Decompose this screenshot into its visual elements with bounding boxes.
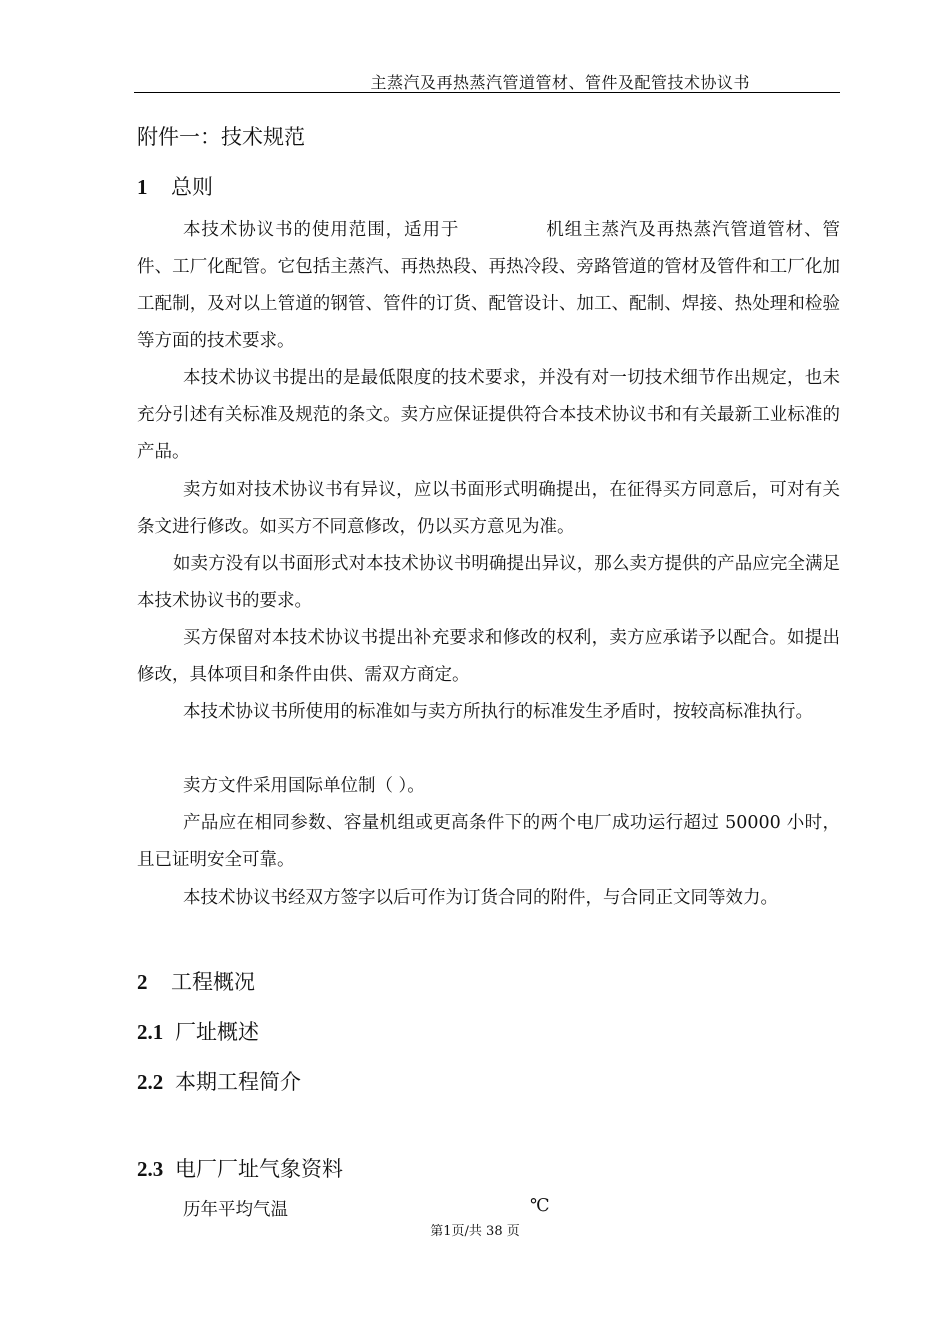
- section-number: 2.1: [137, 1020, 164, 1044]
- paragraph-validity: 本技术协议书经双方签字以后可作为订货合同的附件，与合同正文同等效力。: [183, 888, 778, 908]
- section-1-heading: [137, 171, 213, 201]
- section-2-2-heading: [137, 1066, 301, 1096]
- paragraph-objection: 卖方如对技术协议书有异议，应以书面形式明确提出，在征得买方同意后，可对有关条文进行修改。如买方不同意修改，仍以买方意见为准。: [137, 480, 840, 537]
- section-title: 厂址概述: [175, 1020, 259, 1044]
- paragraph-buyer-rights: 买方保留对本技术协议书提出补充要求和修改的权利，卖方应承诺予以配合。如提出修改，具体项目和条件由供、需双方商定。: [137, 628, 840, 685]
- climate-row: [183, 1196, 550, 1221]
- paragraph-standards: 本技术协议书所使用的标准如与卖方所执行的标准发生矛盾时，按较高标准执行。: [183, 702, 813, 722]
- page-footer: 第1页/共 38 页: [430, 1224, 520, 1239]
- section-number: 1: [137, 175, 148, 199]
- paragraph-minimum-requirements: 本技术协议书提出的是最低限度的技术要求，并没有对一切技术细节作出规定，也未充分引述有关标准及规范的条文。卖方应保证提供符合本技术协议书和有关最新工业标准的产品。: [137, 368, 840, 462]
- section-title: 电厂厂址气象资料: [175, 1157, 343, 1181]
- paragraph-scope: 本技术协议书的使用范围，适用于 机组主蒸汽及再热蒸汽管道管材、管件、工厂化配管。它包括主蒸汽、再热热段、再热冷段、旁路管道的管材及管件和工厂化加工配制，及对以上管道的钢管、管件的订货、配管设计、加工、配制、焊接、热处理和检验等方面的技术要求。: [137, 220, 841, 351]
- header-rule: [134, 92, 840, 93]
- section-2-1-heading: [137, 1016, 259, 1046]
- section-title: 本期工程简介: [175, 1070, 301, 1094]
- section-2-heading: [137, 966, 255, 996]
- appendix-title: 附件一：技术规范: [137, 125, 305, 149]
- paragraph-operation-record: 产品应在相同参数、容量机组或更高条件下的两个电厂成功运行超过 50000 小时，且已证明安全可靠。: [137, 813, 840, 870]
- section-2-3-heading: [137, 1153, 343, 1183]
- climate-unit: ℃: [530, 1196, 550, 1216]
- climate-label: 历年平均气温: [183, 1200, 288, 1220]
- section-number: 2.3: [137, 1157, 164, 1181]
- page-header-title: 主蒸汽及再热蒸汽管道管材、管件及配管技术协议书: [370, 73, 750, 92]
- paragraph-no-objection: 如卖方没有以书面形式对本技术协议书明确提出异议，那么卖方提供的产品应完全满足本技术协议书的要求。: [137, 554, 840, 611]
- section-title: 总则: [171, 175, 213, 199]
- section-number: 2: [137, 970, 148, 994]
- section-number: 2.2: [137, 1070, 164, 1094]
- section-title: 工程概况: [171, 970, 255, 994]
- paragraph-units: 卖方文件采用国际单位制（ ）。: [183, 776, 425, 796]
